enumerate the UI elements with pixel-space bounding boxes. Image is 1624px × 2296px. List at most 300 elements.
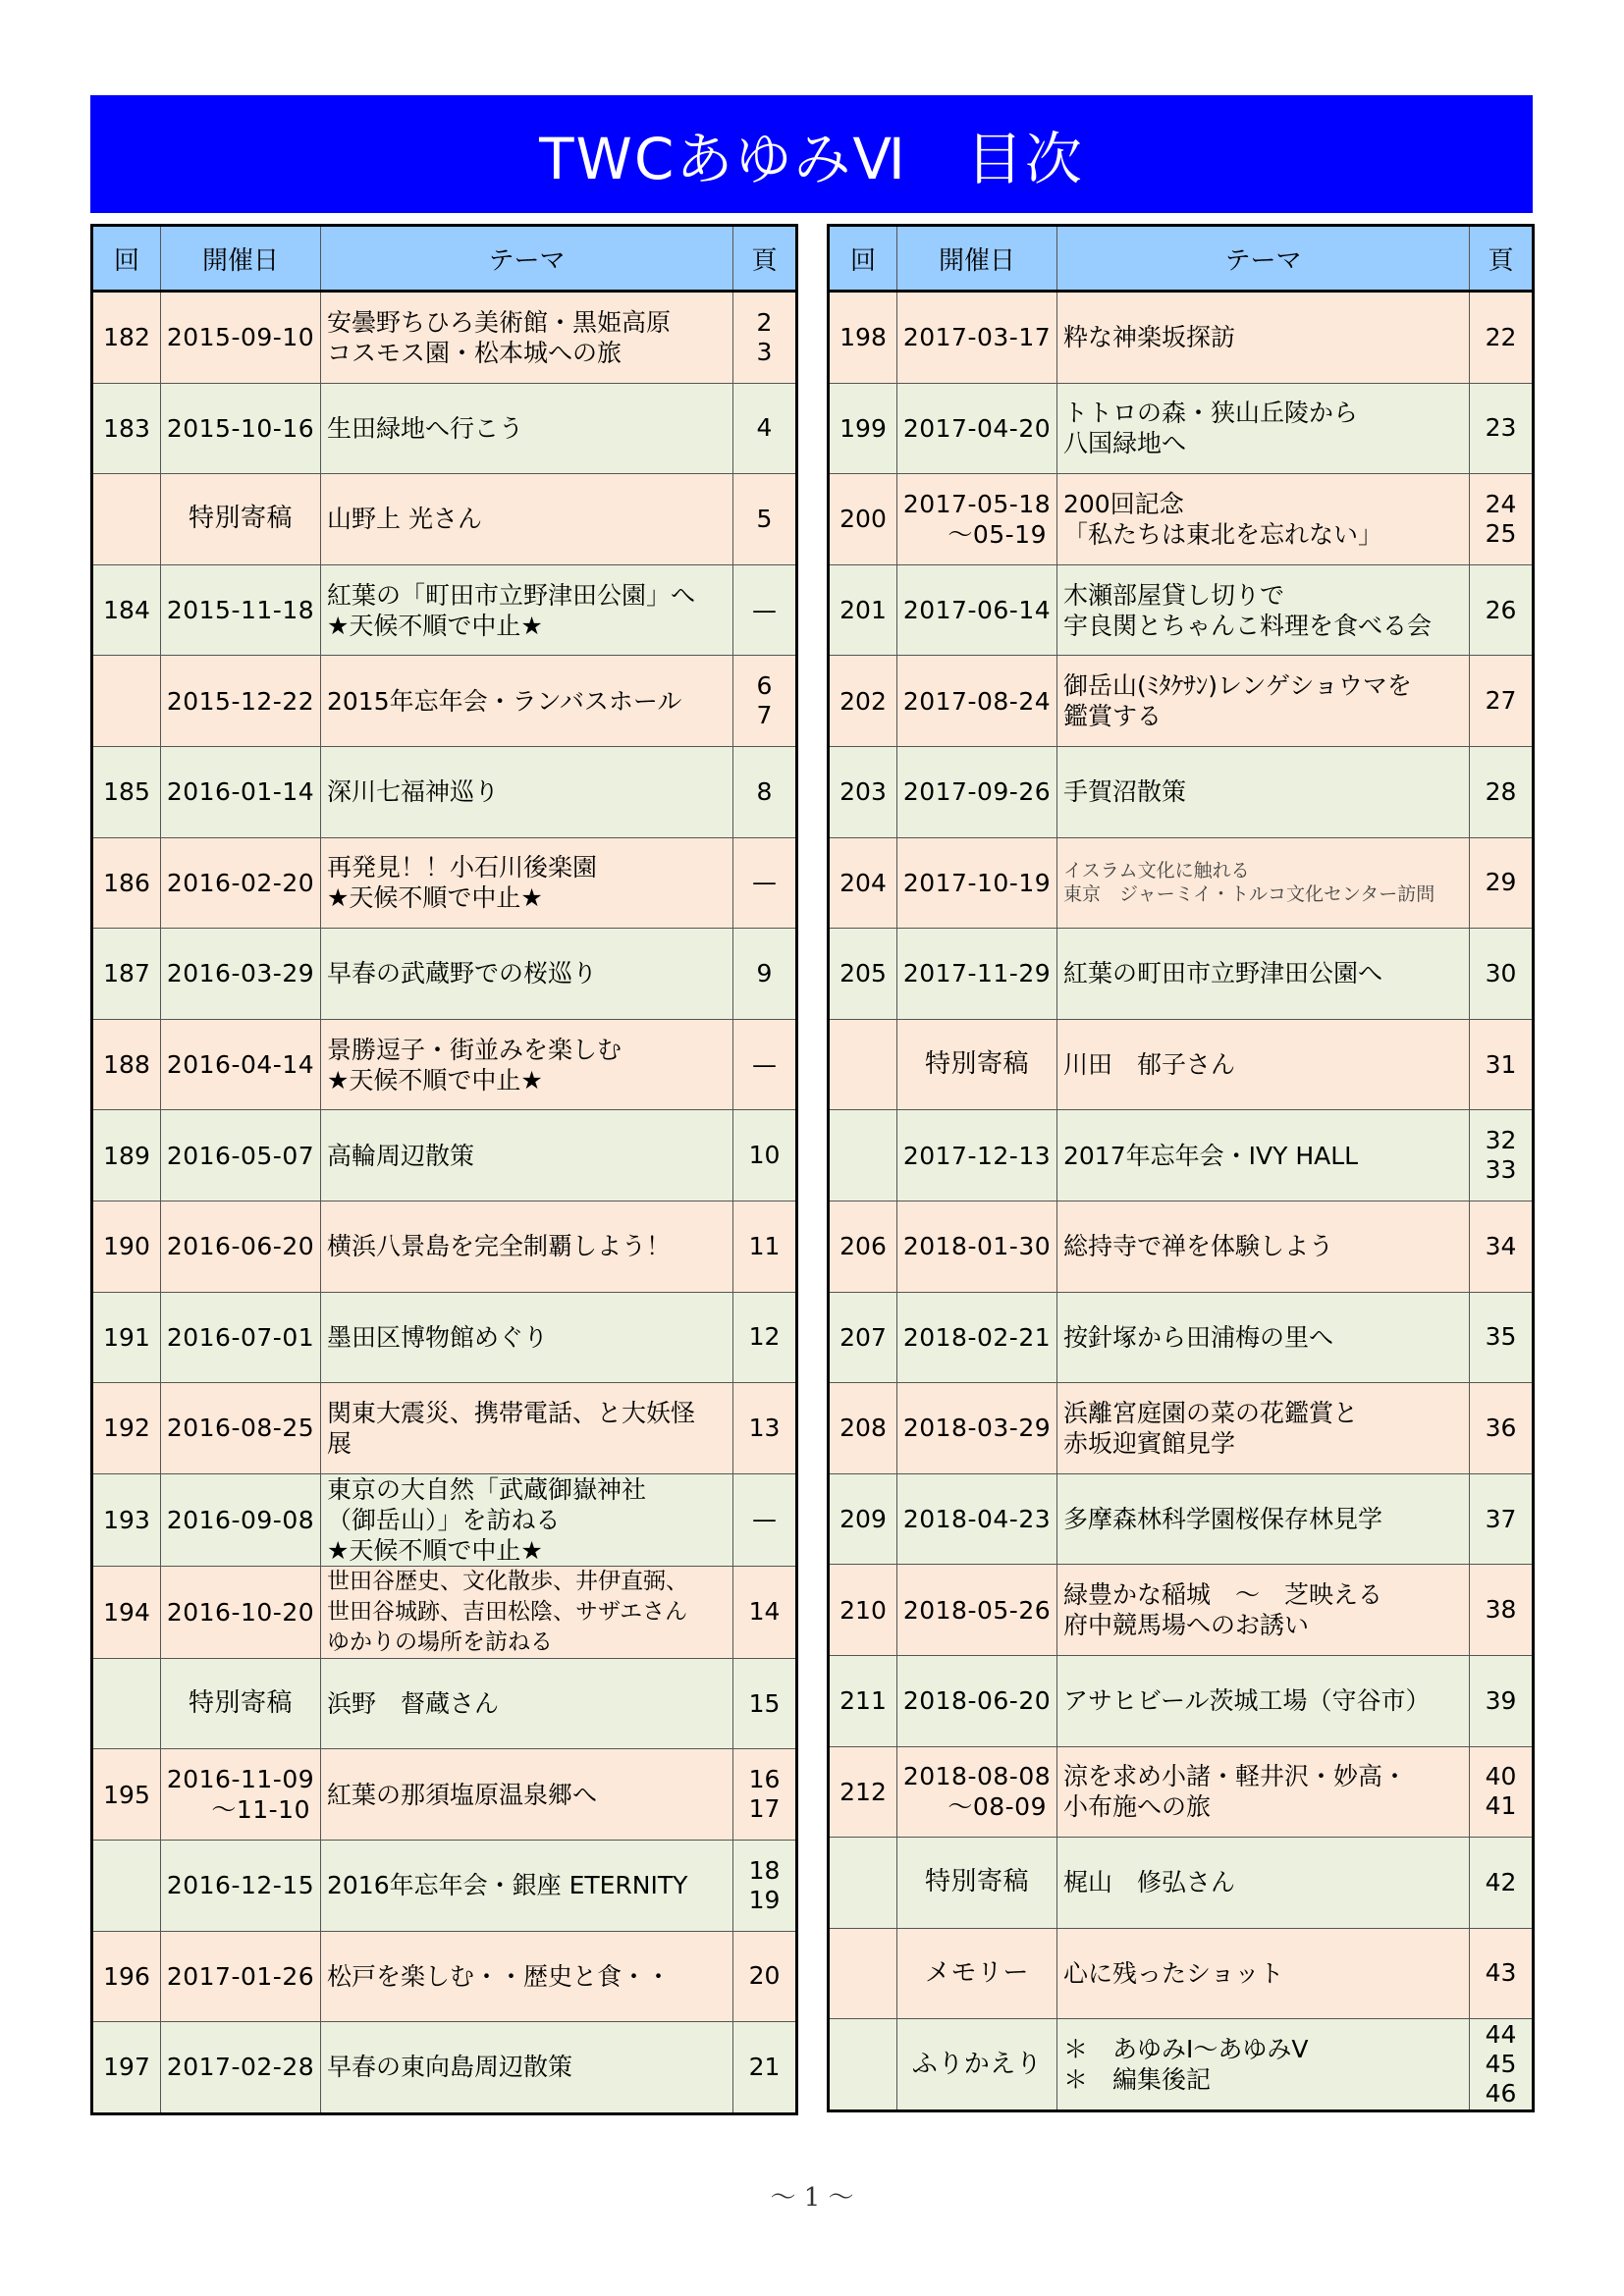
theme-cell xyxy=(1057,1110,1470,1201)
theme-cell xyxy=(321,564,733,656)
table-row xyxy=(92,1383,797,1474)
page-number-line: 34 xyxy=(1485,1231,1517,1260)
page-number-line: — xyxy=(752,1505,777,1534)
theme-line: 梶山 修弘さん xyxy=(1063,1868,1236,1897)
theme-line: 府中競馬場へのお誘い xyxy=(1063,1611,1310,1640)
page-cell xyxy=(733,1383,797,1474)
theme-line: 東京 ジャーミイ・トルコ文化センター訪問 xyxy=(1063,883,1435,906)
theme-line: （御岳山）」を訪ねる xyxy=(327,1505,561,1534)
page-number-line: — xyxy=(752,868,777,897)
header-date: 開催日 xyxy=(161,226,321,292)
theme-line: 墨田区博物館めぐり xyxy=(327,1322,549,1352)
round-cell: 202 xyxy=(829,656,897,747)
date-cell xyxy=(161,474,321,565)
date-line: ～11-10 xyxy=(211,1795,310,1825)
table-row xyxy=(92,474,797,565)
page-cell xyxy=(1470,1838,1534,1929)
theme-cell xyxy=(321,383,733,474)
theme-cell xyxy=(321,292,733,384)
page-cell xyxy=(733,837,797,929)
date-cell xyxy=(161,1566,321,1658)
round-cell: 190 xyxy=(92,1201,161,1292)
theme-line: 心に残ったショット xyxy=(1063,1958,1284,1988)
page-number-line: 44 xyxy=(1485,2020,1517,2050)
page-number-line: 32 xyxy=(1485,1126,1517,1155)
date-cell xyxy=(897,383,1057,474)
round-cell: 186 xyxy=(92,837,161,929)
table-header-row xyxy=(829,226,1534,292)
round-cell: 184 xyxy=(92,564,161,656)
round-cell: 206 xyxy=(829,1201,897,1292)
round-cell: 200 xyxy=(829,474,897,565)
table-row xyxy=(829,564,1534,656)
date-cell xyxy=(161,1292,321,1383)
date-cell xyxy=(897,1746,1057,1838)
round-cell: 210 xyxy=(829,1565,897,1656)
theme-cell xyxy=(1057,1292,1470,1383)
theme-line: 早春の東向島周辺散策 xyxy=(327,2053,573,2082)
date-cell xyxy=(161,837,321,929)
table-row xyxy=(92,1019,797,1110)
table-row xyxy=(829,1383,1534,1474)
page-number-line: 10 xyxy=(748,1141,781,1170)
table-row xyxy=(829,1838,1534,1929)
theme-cell xyxy=(321,2022,733,2114)
page-number-line: 25 xyxy=(1485,518,1517,548)
date-line: 2017-04-20 xyxy=(902,413,1052,443)
theme-cell xyxy=(1057,1019,1470,1110)
table-row xyxy=(92,1110,797,1201)
date-line: 2018-02-21 xyxy=(902,1322,1052,1352)
theme-line: 2016年忘年会・銀座 ETERNITY xyxy=(327,1871,688,1900)
header-round: 回 xyxy=(829,226,897,292)
header-page: 頁 xyxy=(733,226,797,292)
round-cell: 212 xyxy=(829,1746,897,1838)
date-cell xyxy=(161,383,321,474)
theme-cell xyxy=(1057,474,1470,565)
page-cell xyxy=(1470,1019,1534,1110)
table-row xyxy=(92,564,797,656)
round-cell xyxy=(92,1840,161,1931)
table-row xyxy=(92,1931,797,2022)
page-number-line: 17 xyxy=(748,1794,781,1824)
table-row xyxy=(829,746,1534,837)
date-cell xyxy=(897,1838,1057,1929)
page-number-line: 7 xyxy=(756,701,773,730)
page-number-line: 22 xyxy=(1485,322,1517,351)
round-cell xyxy=(92,656,161,747)
date-line: 2017-06-14 xyxy=(902,596,1052,625)
date-line: 2018-01-30 xyxy=(902,1232,1052,1261)
page-number-line: 15 xyxy=(748,1688,781,1718)
date-line: 2017-01-26 xyxy=(166,1961,315,1991)
round-cell: 182 xyxy=(92,292,161,384)
theme-cell xyxy=(1057,383,1470,474)
date-cell xyxy=(161,929,321,1020)
table-row xyxy=(829,1565,1534,1656)
round-cell: 192 xyxy=(92,1383,161,1474)
theme-line: ★天候不順で中止★ xyxy=(327,883,543,913)
page-cell xyxy=(733,474,797,565)
theme-line: 松戸を楽しむ・・歴史と食・・ xyxy=(327,1961,672,1991)
theme-cell xyxy=(1057,564,1470,656)
date-cell xyxy=(161,1383,321,1474)
theme-cell xyxy=(321,1566,733,1658)
page-cell xyxy=(1470,1383,1534,1474)
date-cell xyxy=(897,2019,1057,2111)
date-line: 2017-11-29 xyxy=(902,959,1052,988)
date-cell xyxy=(897,1473,1057,1565)
date-line: 2016-08-25 xyxy=(166,1414,315,1443)
theme-line: 赤坂迎賓館見学 xyxy=(1063,1428,1236,1458)
page-cell xyxy=(1470,2019,1534,2111)
table-row xyxy=(829,2019,1534,2111)
date-line: ～05-19 xyxy=(947,519,1047,549)
date-line: 2017-05-18 xyxy=(902,489,1052,518)
page-number-line: 38 xyxy=(1485,1595,1517,1625)
page-number-line: 29 xyxy=(1485,868,1517,897)
date-line: 2015-09-10 xyxy=(166,323,315,352)
date-line: ふりかえり xyxy=(911,2049,1043,2079)
table-row xyxy=(829,1019,1534,1110)
theme-line: 景勝逗子・街並みを楽しむ xyxy=(327,1035,623,1064)
date-line: 2018-08-08 xyxy=(902,1762,1052,1791)
date-cell xyxy=(161,564,321,656)
date-line: 特別寄稿 xyxy=(924,1049,1029,1080)
theme-line: 世田谷城跡、吉田松陰、サザエさん xyxy=(327,1598,688,1625)
theme-line: 安曇野ちひろ美術館・黒姫高原 xyxy=(327,307,672,337)
theme-cell xyxy=(1057,746,1470,837)
page-cell xyxy=(1470,1110,1534,1201)
page-cell xyxy=(733,1749,797,1841)
theme-line: 宇良関とちゃんこ料理を食べる会 xyxy=(1063,611,1433,640)
theme-cell xyxy=(321,746,733,837)
page-number-line: 9 xyxy=(756,958,773,988)
theme-line: 展 xyxy=(327,1428,352,1458)
theme-line: 2017年忘年会・IVY HALL xyxy=(1063,1141,1359,1170)
date-line: 特別寄稿 xyxy=(188,1688,293,1719)
date-line: 2015-12-22 xyxy=(166,686,315,716)
date-line: メモリー xyxy=(924,1957,1029,1988)
page-cell xyxy=(1470,1928,1534,2019)
date-line: 2018-06-20 xyxy=(902,1686,1052,1716)
theme-line: 木瀬部屋貸し切りで xyxy=(1063,580,1285,610)
date-line: 2018-05-26 xyxy=(902,1595,1052,1625)
round-cell: 198 xyxy=(829,292,897,384)
theme-cell xyxy=(1057,656,1470,747)
theme-cell xyxy=(321,1749,733,1841)
theme-cell xyxy=(1057,1746,1470,1838)
page-cell xyxy=(1470,837,1534,929)
page-number-line: 36 xyxy=(1485,1413,1517,1442)
page-cell xyxy=(733,929,797,1020)
page-number-line: 23 xyxy=(1485,413,1517,443)
page-number-line: 31 xyxy=(1485,1049,1517,1079)
page-number-line: 41 xyxy=(1485,1791,1517,1821)
theme-cell xyxy=(321,1292,733,1383)
theme-line: 小布施への旅 xyxy=(1063,1792,1212,1822)
date-cell xyxy=(161,656,321,747)
theme-line: アサヒビール茨城工場（守谷市） xyxy=(1063,1686,1431,1716)
table-row xyxy=(92,383,797,474)
theme-line: ★天候不順で中止★ xyxy=(327,1535,543,1565)
theme-cell xyxy=(321,656,733,747)
theme-line: ＊ あゆみⅠ～あゆみⅤ xyxy=(1063,2035,1309,2064)
date-cell xyxy=(897,656,1057,747)
page-cell xyxy=(1470,1746,1534,1838)
table-row xyxy=(92,292,797,384)
page-cell xyxy=(733,1566,797,1658)
theme-cell xyxy=(1057,1655,1470,1746)
theme-line: 200回記念 xyxy=(1063,489,1184,518)
theme-line: 按針塚から田浦梅の里へ xyxy=(1063,1322,1334,1352)
date-cell xyxy=(161,2022,321,2114)
theme-cell xyxy=(1057,2019,1470,2111)
date-line: 特別寄稿 xyxy=(188,504,293,534)
table-row xyxy=(92,1292,797,1383)
round-cell: 205 xyxy=(829,929,897,1020)
round-cell xyxy=(829,1928,897,2019)
page-number-line: 16 xyxy=(748,1765,781,1794)
theme-line: 川田 郁子さん xyxy=(1063,1050,1236,1080)
date-cell xyxy=(897,1655,1057,1746)
table-row xyxy=(92,2022,797,2114)
theme-line: イスラム文化に触れる xyxy=(1063,860,1250,882)
page-number-line: 46 xyxy=(1485,2079,1517,2109)
table-row xyxy=(92,656,797,747)
table-row xyxy=(829,1746,1534,1838)
table-row xyxy=(829,656,1534,747)
table-row xyxy=(92,1566,797,1658)
page-cell xyxy=(1470,1565,1534,1656)
theme-line: 御岳山(ﾐﾀｹｻﾝ)レンゲショウマを xyxy=(1063,671,1412,701)
table-row xyxy=(829,474,1534,565)
page-number: ～ 1 ～ xyxy=(770,2183,854,2213)
theme-cell xyxy=(1057,292,1470,384)
date-cell xyxy=(897,746,1057,837)
page-number-line: 33 xyxy=(1485,1155,1517,1185)
theme-line: ★天候不順で中止★ xyxy=(327,1065,543,1095)
date-line: 2016-02-20 xyxy=(166,868,315,897)
page-title: TWCあゆみⅥ 目次 xyxy=(90,95,1533,213)
date-cell xyxy=(161,292,321,384)
theme-line: 関東大震災、携帯電話、と大妖怪 xyxy=(327,1398,696,1427)
theme-cell xyxy=(1057,929,1470,1020)
theme-line: 浜離宮庭園の菜の花鑑賞と xyxy=(1063,1398,1359,1427)
theme-line: コスモス園・松本城への旅 xyxy=(327,338,623,367)
page-number-line: 35 xyxy=(1485,1322,1517,1352)
table-row xyxy=(92,837,797,929)
theme-line: 再発見！！小石川後楽園 xyxy=(327,853,598,882)
theme-line: 八国緑地へ xyxy=(1063,429,1187,458)
date-cell xyxy=(897,1565,1057,1656)
date-cell xyxy=(161,1931,321,2022)
theme-line: 山野上 光さん xyxy=(327,505,482,534)
page-number-line: 43 xyxy=(1485,1958,1517,1988)
table-header-row xyxy=(92,226,797,292)
date-line: 2018-03-29 xyxy=(902,1414,1052,1443)
date-cell xyxy=(161,1749,321,1841)
page-number-line: 6 xyxy=(756,671,773,701)
date-cell xyxy=(897,1292,1057,1383)
theme-line: 紅葉の「町田市立野津田公園」へ xyxy=(327,580,696,610)
theme-line: ゆかりの場所を訪ねる xyxy=(327,1629,553,1655)
date-line: 2016-09-08 xyxy=(166,1505,315,1534)
date-line: ～08-09 xyxy=(947,1792,1047,1822)
page-number-line: 5 xyxy=(756,504,773,533)
page-number-line: 30 xyxy=(1485,958,1517,988)
round-cell: 204 xyxy=(829,837,897,929)
table-row xyxy=(829,1110,1534,1201)
theme-line: 手賀沼散策 xyxy=(1063,777,1187,807)
theme-cell xyxy=(1057,1838,1470,1929)
theme-line: 粋な神楽坂探訪 xyxy=(1063,323,1236,352)
date-cell xyxy=(897,837,1057,929)
date-line: 2016-06-20 xyxy=(166,1232,315,1261)
date-line: 2015-11-18 xyxy=(166,596,315,625)
page-cell xyxy=(733,656,797,747)
page-number-line: 13 xyxy=(748,1413,781,1442)
table-row xyxy=(829,1473,1534,1565)
page-cell xyxy=(1470,292,1534,384)
theme-line: 涼を求め小諸・軽井沢・妙高・ xyxy=(1063,1762,1408,1791)
round-cell: 203 xyxy=(829,746,897,837)
table-row xyxy=(92,746,797,837)
round-cell: 201 xyxy=(829,564,897,656)
round-cell: 199 xyxy=(829,383,897,474)
date-cell xyxy=(161,746,321,837)
page-number-line: 26 xyxy=(1485,595,1517,624)
page-cell xyxy=(1470,1655,1534,1746)
page-number-line: 21 xyxy=(748,2052,781,2081)
date-cell xyxy=(161,1110,321,1201)
date-cell xyxy=(897,1019,1057,1110)
date-line: 2017-03-17 xyxy=(902,323,1052,352)
theme-line: 浜野 督蔵さん xyxy=(327,1689,500,1719)
page-cell xyxy=(733,292,797,384)
page-number-line: 2 xyxy=(756,307,773,337)
date-line: 2016-10-20 xyxy=(166,1597,315,1627)
table-row xyxy=(92,1473,797,1566)
theme-line: 横浜八景島を完全制覇しよう！ xyxy=(327,1232,672,1261)
page-cell xyxy=(733,383,797,474)
round-cell: 188 xyxy=(92,1019,161,1110)
date-cell xyxy=(161,1201,321,1292)
page-cell xyxy=(733,1473,797,1566)
theme-cell xyxy=(321,1840,733,1931)
theme-cell xyxy=(321,1473,733,1566)
theme-cell xyxy=(321,474,733,565)
table-row xyxy=(92,1840,797,1931)
round-cell: 208 xyxy=(829,1383,897,1474)
table-row xyxy=(829,1655,1534,1746)
page-cell xyxy=(733,1110,797,1201)
header-theme: テーマ xyxy=(321,226,733,292)
page-number-line: — xyxy=(752,595,777,624)
table-row xyxy=(829,837,1534,929)
theme-cell xyxy=(321,1201,733,1292)
page-number-line: 8 xyxy=(756,776,773,806)
table-row xyxy=(829,1928,1534,2019)
round-cell: 211 xyxy=(829,1655,897,1746)
round-cell: 183 xyxy=(92,383,161,474)
theme-line: 高輪周辺散策 xyxy=(327,1141,475,1170)
round-cell xyxy=(92,1658,161,1749)
date-line: 2015-10-16 xyxy=(166,413,315,443)
round-cell: 195 xyxy=(92,1749,161,1841)
theme-cell xyxy=(1057,1201,1470,1292)
theme-line: 生田緑地へ行こう xyxy=(327,413,524,443)
page-number-line: 27 xyxy=(1485,686,1517,716)
table-row xyxy=(92,929,797,1020)
page-cell xyxy=(733,1292,797,1383)
theme-cell xyxy=(321,837,733,929)
date-line: 2016-07-01 xyxy=(166,1322,315,1352)
date-cell xyxy=(897,929,1057,1020)
round-cell: 197 xyxy=(92,2022,161,2114)
page-number-line: 24 xyxy=(1485,489,1517,518)
round-cell xyxy=(829,1019,897,1110)
theme-cell xyxy=(1057,837,1470,929)
date-cell xyxy=(897,1201,1057,1292)
date-line: 2017-12-13 xyxy=(902,1141,1052,1170)
theme-cell xyxy=(321,1383,733,1474)
page-number-line: 39 xyxy=(1485,1685,1517,1715)
page-number-line: 4 xyxy=(756,413,773,443)
page-number-line: 45 xyxy=(1485,2050,1517,2079)
theme-cell xyxy=(1057,1928,1470,2019)
date-line: 2016-05-07 xyxy=(166,1141,315,1170)
date-cell xyxy=(161,1658,321,1749)
page-number-line: 19 xyxy=(748,1885,781,1914)
date-line: 2017-02-28 xyxy=(166,2053,315,2082)
date-cell xyxy=(161,1473,321,1566)
page-number-line: 20 xyxy=(748,1961,781,1991)
date-cell xyxy=(897,1110,1057,1201)
round-cell: 196 xyxy=(92,1931,161,2022)
round-cell: 187 xyxy=(92,929,161,1020)
theme-cell xyxy=(321,929,733,1020)
round-cell: 209 xyxy=(829,1473,897,1565)
date-line: 2016-04-14 xyxy=(166,1050,315,1080)
header-theme: テーマ xyxy=(1057,226,1470,292)
theme-line: 深川七福神巡り xyxy=(327,777,500,807)
theme-cell xyxy=(1057,1383,1470,1474)
theme-line: 多摩森林科学園桜保存林見学 xyxy=(1063,1505,1383,1534)
date-line: 2016-12-15 xyxy=(166,1871,315,1900)
header-round: 回 xyxy=(92,226,161,292)
date-line: 特別寄稿 xyxy=(924,1867,1029,1897)
round-cell xyxy=(829,2019,897,2111)
date-line: 2016-03-29 xyxy=(166,959,315,988)
theme-cell xyxy=(321,1931,733,2022)
page-cell xyxy=(733,1658,797,1749)
date-line: 2016-11-09 xyxy=(166,1765,315,1794)
page-cell xyxy=(1470,746,1534,837)
theme-line: 鑑賞する xyxy=(1063,702,1163,731)
header-page: 頁 xyxy=(1470,226,1534,292)
page-cell xyxy=(1470,1292,1534,1383)
table-row xyxy=(92,1749,797,1841)
page-cell xyxy=(733,1840,797,1931)
page-cell xyxy=(1470,656,1534,747)
round-cell: 185 xyxy=(92,746,161,837)
table-row xyxy=(829,1292,1534,1383)
date-line: 2018-04-23 xyxy=(902,1505,1052,1534)
round-cell: 189 xyxy=(92,1110,161,1201)
date-line: 2017-10-19 xyxy=(902,868,1052,897)
theme-cell xyxy=(321,1110,733,1201)
